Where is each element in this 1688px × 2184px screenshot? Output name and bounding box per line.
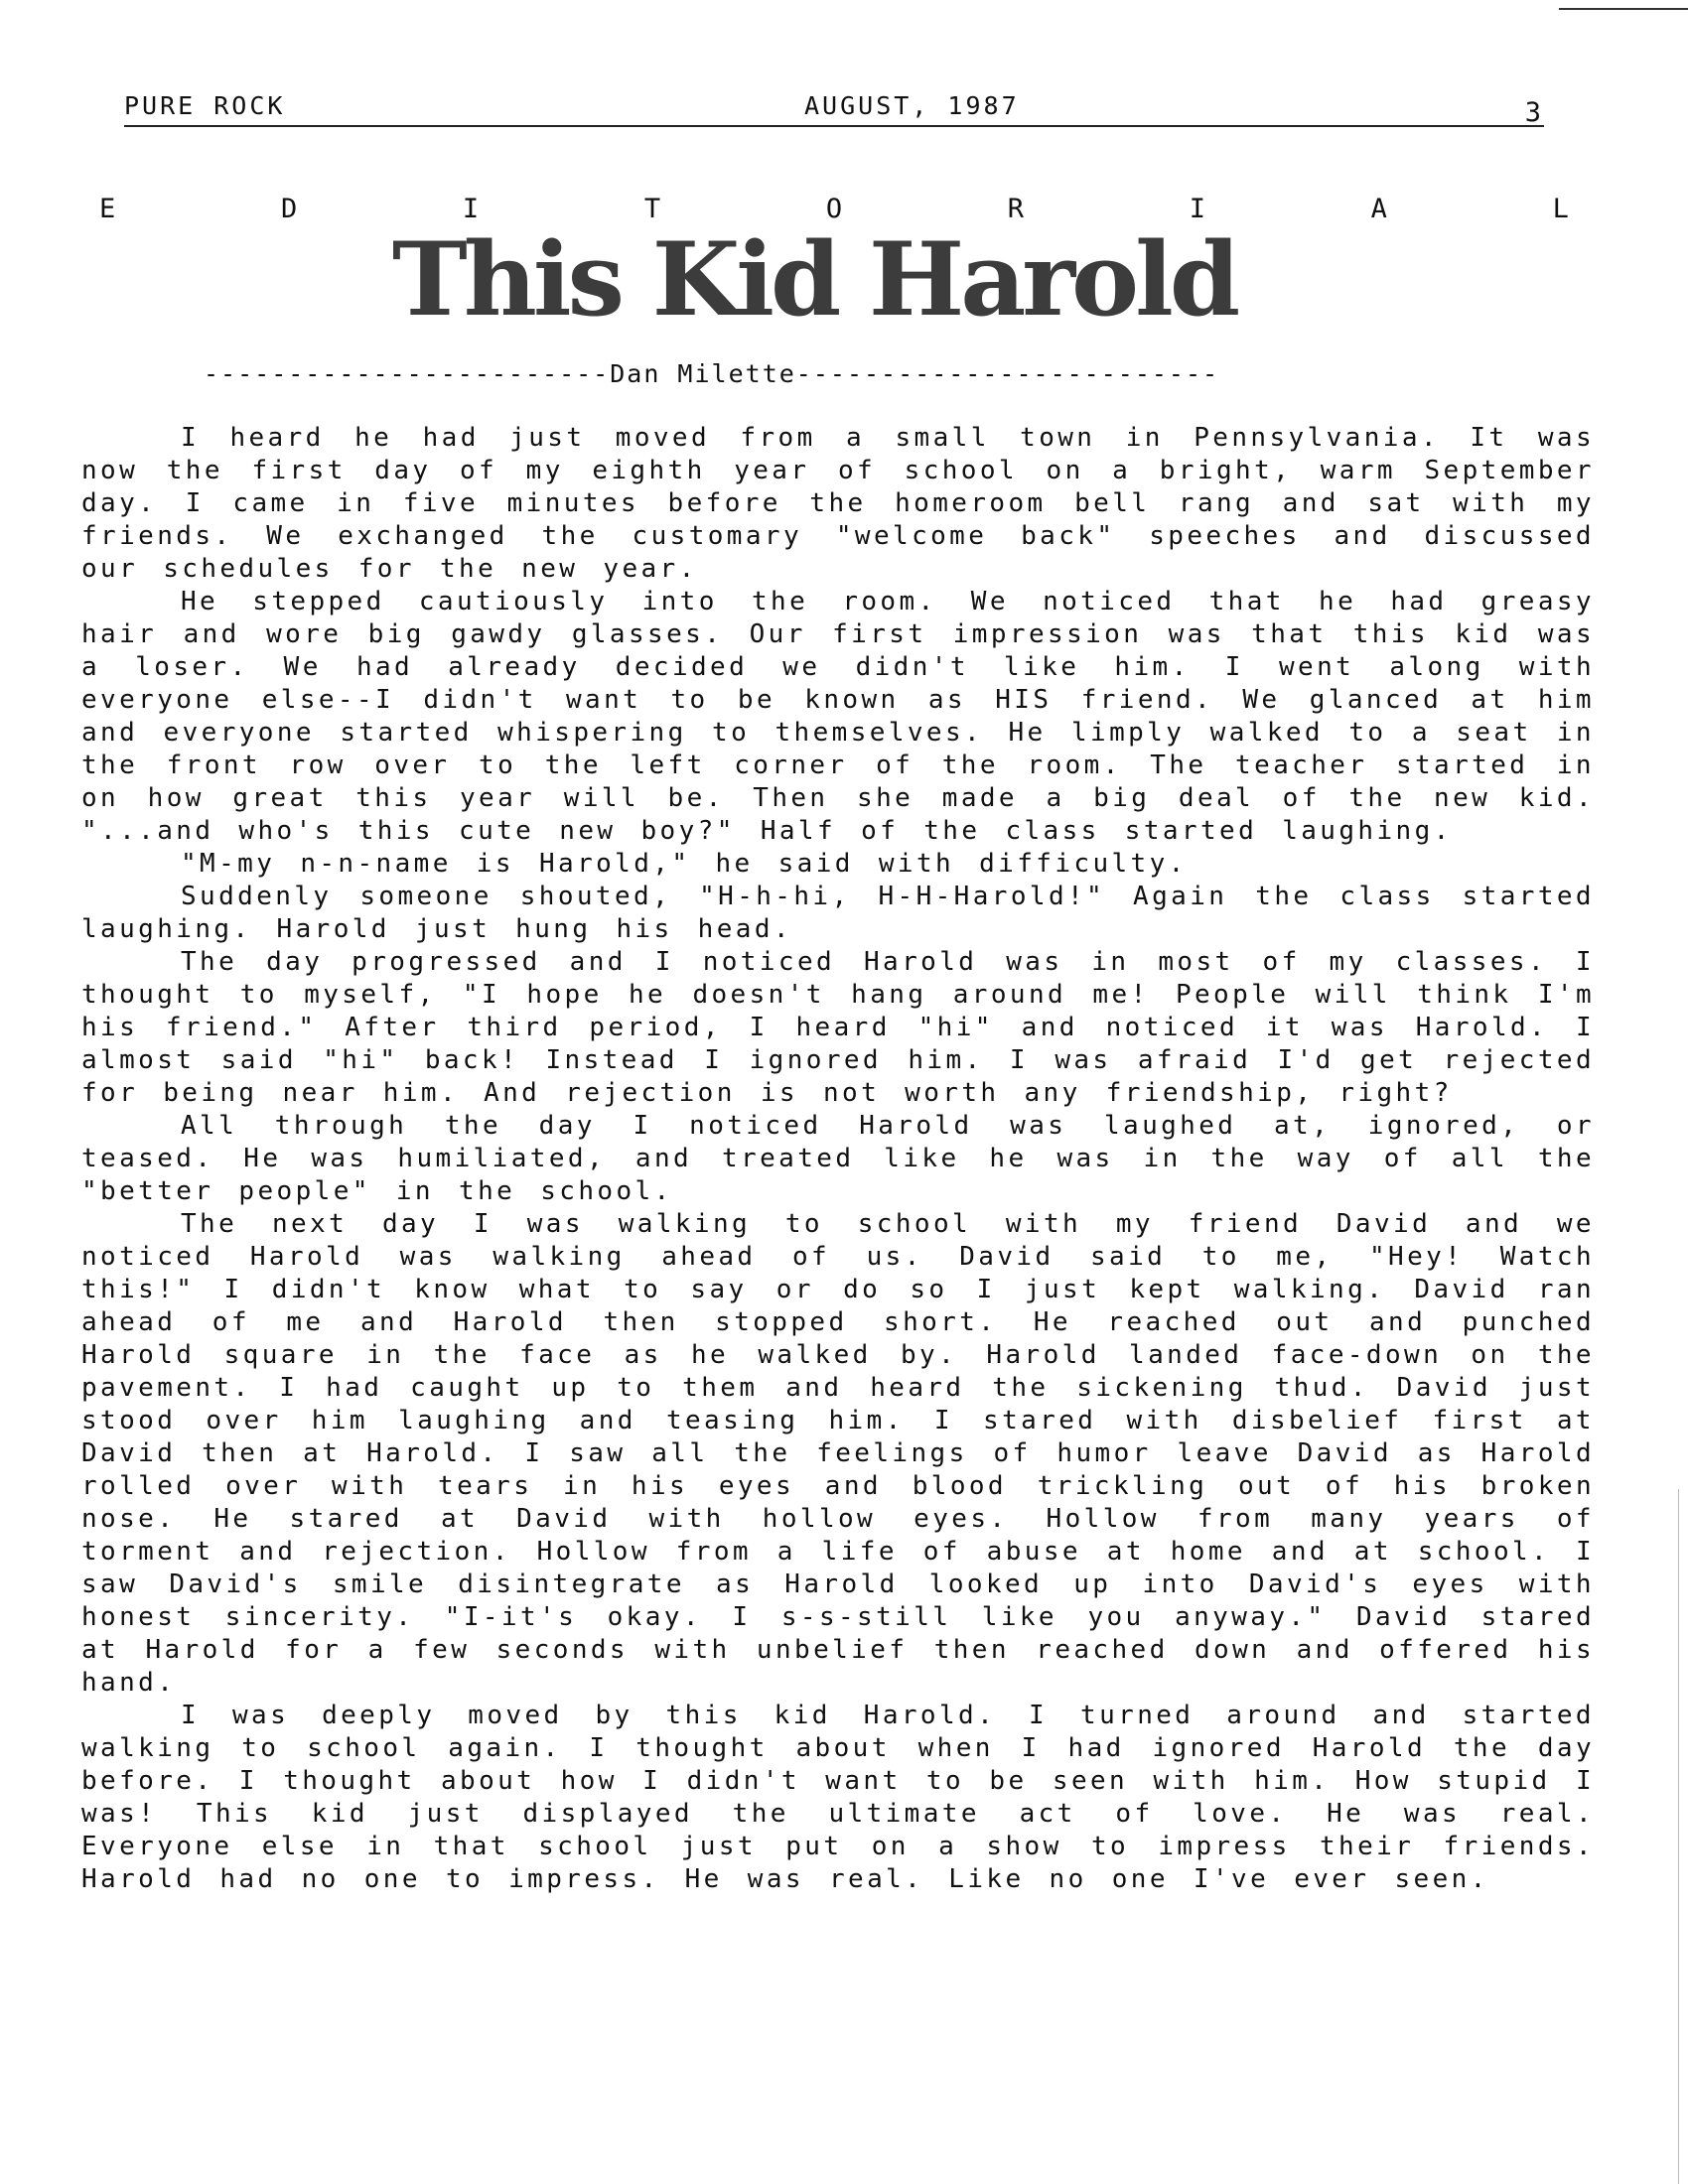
- header-rule: [124, 125, 1544, 127]
- article-paragraph: I was deeply moved by this kid Harold. I turned around and started walking to school again. I thought about when I had ignored Harold the day before. I thought about how I didn't want to be seen with him. How stupid I was! This kid just displayed the ultimate act of love. He was real. Everyone else in that school just put on a show to impress their friends. Harold had no one to impress. He was real. Like no one I've ever seen.: [81, 1701, 1595, 1894]
- article-paragraph: Suddenly someone shouted, "H-h-hi, H-H-Harold!" Again the class started laughing. Harold just hung his head.: [81, 882, 1595, 944]
- section-letter: A: [1370, 194, 1387, 224]
- section-letter: D: [280, 194, 298, 224]
- section-letter: I: [462, 194, 480, 224]
- article-paragraph: The next day I was walking to school with my friend David and we noticed Harold was walking ahead of us. David said to me, "Hey! Watch this!" I didn't know what to say or do so I just kept walking. David ran ahead of me and Harold then stopped short. He reached out and punched Harold square in the face as he walked by. Harold landed face-down on the pavement. I had caught up to them and heard the sickening thud. David just stood over him laughing and teasing him. I stared with disbelief first at David then at Harold. I saw all the feelings of humor leave David as Harold rolled over with tears in his eyes and blood trickling out of his broken nose. He stared at David with hollow eyes. Hollow from many years of torment and rejection. Hollow from a life of abuse at home and at school. I saw David's smile disintegrate as Harold looked up into David's eyes with honest sincerity. "I-it's okay. I s-s-still like you anyway." David stared at Harold for a few seconds with unbelief then reached down and offered his hand.: [81, 1209, 1595, 1698]
- section-letter: T: [643, 194, 661, 224]
- publication-name: PURE ROCK: [124, 91, 286, 120]
- page-header: [124, 91, 1544, 129]
- section-letter: L: [1552, 194, 1569, 224]
- section-letter: E: [99, 194, 116, 224]
- article-paragraph: I heard he had just moved from a small town in Pennsylvania. It was now the first day of my eighth year of school on a bright, warm September day. I came in five minutes before the homeroom bell rang and sat with my friends. We exchanged the customary "welcome back" speeches and discussed our schedules for the new year.: [81, 423, 1595, 584]
- page-number: 3: [1524, 97, 1544, 128]
- section-letter: R: [1007, 194, 1025, 224]
- article-byline: ------------------------Dan Milette-------------------------: [204, 359, 1220, 388]
- scan-edge-rule: [1559, 8, 1688, 10]
- article-paragraph: He stepped cautiously into the room. We noticed that he had greasy hair and wore big gawdy glasses. Our first impression was that this kid was a loser. We had already decided we didn't like him. I went along with everyone else--I didn't want to be known as HIS friend. We glanced at him and everyone started whispering to themselves. He limply walked to a seat in the front row over to the left corner of the room. The teacher started in on how great this year will be. Then she made a big deal of the new kid. "...and who's this cute new boy?" Half of the class started laughing.: [81, 587, 1595, 846]
- issue-date: AUGUST, 1987: [804, 91, 1020, 120]
- section-letter: O: [825, 194, 843, 224]
- article-paragraph: The day progressed and I noticed Harold was in most of my classes. I thought to myself, "I hope he doesn't hang around me! People will think I'm his friend." After third period, I heard "hi" and noticed it was Harold. I almost said "hi" back! Instead I ignored him. I was afraid I'd get rejected for being near him. And rejection is not worth any friendship, right?: [81, 947, 1595, 1108]
- article-body: [81, 422, 1595, 1896]
- section-letter: I: [1189, 194, 1205, 224]
- scan-edge-line: [1678, 1489, 1679, 2184]
- article-paragraph: All through the day I noticed Harold was laughed at, ignored, or teased. He was humiliated, and treated like he was in the way of all the "better people" in the school.: [81, 1111, 1595, 1206]
- article-paragraph: "M-my n-n-name is Harold," he said with difficulty.: [181, 849, 1188, 879]
- article-title: This Kid Harold: [391, 220, 1237, 340]
